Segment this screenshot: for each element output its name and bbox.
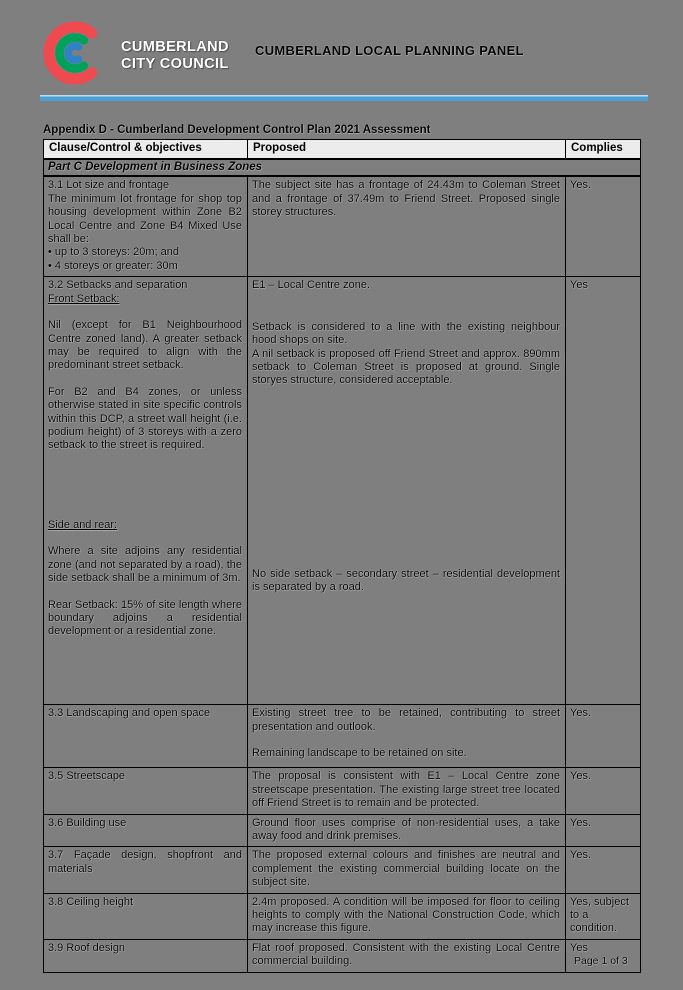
proposed-paragraph: Setback is considered to a line with the existing neighbour hood shops on site. <box>252 320 560 347</box>
clause-paragraph: 3.3 Landscaping and open space <box>48 707 211 720</box>
clause-paragraph: 3.7 Façade design, shopfront and materials <box>48 849 242 875</box>
clause-cell <box>44 768 248 814</box>
clause-paragraph: 3.5 Streetscape <box>48 770 126 783</box>
proposed-paragraph: Flat roof proposed. Consistent with the existing Local Centre commercial building. <box>252 941 560 968</box>
proposed-cell <box>248 893 566 939</box>
clause-subheading: Front Setback: <box>48 292 120 305</box>
column-header-complies: Complies <box>566 140 641 160</box>
council-logo-text <box>121 39 229 72</box>
table-row-3-9 <box>44 939 641 972</box>
proposed-paragraph: 2.4m proposed. A condition will be imposed for floor to ceiling heights to comply with the National Construction Code, which may increase this figure. <box>252 895 560 935</box>
table-row-3-3 <box>44 705 641 768</box>
complies-cell: Yes <box>566 939 641 972</box>
panel-title: CUMBERLAND LOCAL PLANNING PANEL <box>255 43 524 58</box>
clause-paragraph: Rear Setback: 15% of site length where boundary adjoins a residential development or a residential zone. <box>48 598 242 638</box>
proposed-paragraph: The proposal is consistent with E1 – Local Centre zone streetscape presentation. The existing large street tree located off Friend Street is to remain and be protected. <box>252 770 560 810</box>
council-c-mark-icon <box>42 20 112 91</box>
header-divider-rule <box>40 95 648 101</box>
complies-cell: Yes. <box>566 705 641 768</box>
table-row-3-2 <box>44 277 641 705</box>
proposed-paragraph: The subject site has a frontage of 24.43m to Coleman Street and a frontage of 37.49m to Friend Street. Proposed single storey structures. <box>252 179 560 219</box>
clause-bullet: • 4 storeys or greater: 30m <box>48 259 178 272</box>
clause-paragraph: The minimum lot frontage for shop top housing development within Zone B2 Local Centre and Zone B4 Mixed Use shall be: <box>48 192 242 246</box>
proposed-cell <box>248 176 566 277</box>
section-header-row <box>44 159 641 176</box>
clause-subheading: Side and rear: <box>48 518 118 531</box>
table-row-3-7 <box>44 847 641 893</box>
complies-cell: Yes. <box>566 847 641 893</box>
appendix-heading: Appendix D - Cumberland Development Control Plan 2021 Assessment <box>43 124 431 136</box>
logo-line-2: CITY COUNCIL <box>121 55 229 72</box>
clause-cell <box>44 277 248 705</box>
proposed-paragraph: Ground floor uses comprise of non-residential uses, a take away food and drink premises. <box>252 816 560 843</box>
complies-cell: Yes <box>566 277 641 705</box>
clause-cell <box>44 814 248 847</box>
clause-cell <box>44 939 248 972</box>
section-header-label: Part C Development in Business Zones <box>44 159 641 176</box>
clause-cell <box>44 705 248 768</box>
clause-paragraph: Nil (except for B1 Neighbourhood Centre zoned land). A greater setback may be required to align with the predominant street setback. <box>48 319 242 372</box>
table-row-3-8 <box>44 893 641 939</box>
proposed-cell <box>248 847 566 893</box>
clause-paragraph: 3.9 Roof design <box>48 941 126 954</box>
table-row-3-6 <box>44 814 641 847</box>
proposed-paragraph: E1 – Local Centre zone. <box>252 279 371 292</box>
table-row-3-5 <box>44 768 641 814</box>
clause-paragraph: 3.2 Setbacks and separation <box>48 279 188 292</box>
complies-cell: Yes. <box>566 814 641 847</box>
logo-line-1: CUMBERLAND <box>121 39 229 55</box>
clause-cell <box>44 847 248 893</box>
clause-paragraph: Where a site adjoins any residential zone (and not separated by a road), the side setback shall be a minimum of 3m. <box>48 545 242 585</box>
clause-paragraph: 3.1 Lot size and frontage <box>48 179 170 192</box>
proposed-cell <box>248 939 566 972</box>
proposed-paragraph: Existing street tree to be retained, contributing to street presentation and outlook. <box>252 707 560 733</box>
clause-paragraph: 3.8 Ceiling height <box>48 895 134 908</box>
page-number: Page 1 of 3 <box>574 955 628 967</box>
table-header-row <box>44 140 641 160</box>
clause-cell <box>44 893 248 939</box>
clause-paragraph: For B2 and B4 zones, or unless otherwise stated in site specific controls within this DCP, a street wall height (i.e. podium height) of 3 storeys with a zero setback to the street is required. <box>48 385 242 452</box>
proposed-cell <box>248 277 566 705</box>
proposed-paragraph: The proposed external colours and finishes are neutral and complement the existing commercial building locate on the subject site. <box>252 849 560 889</box>
proposed-cell <box>248 814 566 847</box>
proposed-paragraph: No side setback – secondary street – residential development is separated by a road. <box>252 567 560 594</box>
column-header-clause: Clause/Control & objectives <box>44 140 248 160</box>
clause-cell <box>44 176 248 277</box>
proposed-paragraph: A nil setback is proposed off Friend Street and approx. 890mm setback to Coleman Street is proposed at ground. Single storyes structure, considered acceptable. <box>252 347 560 387</box>
council-logo <box>42 20 229 91</box>
proposed-cell <box>248 705 566 768</box>
column-header-proposed: Proposed <box>248 140 566 160</box>
clause-bullet: • up to 3 storeys: 20m; and <box>48 246 180 259</box>
assessment-table <box>43 139 641 973</box>
proposed-paragraph: Remaining landscape to be retained on site. <box>252 747 467 760</box>
proposed-cell <box>248 768 566 814</box>
complies-cell: Yes, subject to a condition. <box>566 893 641 939</box>
complies-cell: Yes. <box>566 768 641 814</box>
clause-paragraph: 3.6 Building use <box>48 816 127 829</box>
table-row-3-1 <box>44 176 641 277</box>
complies-cell: Yes. <box>566 176 641 277</box>
